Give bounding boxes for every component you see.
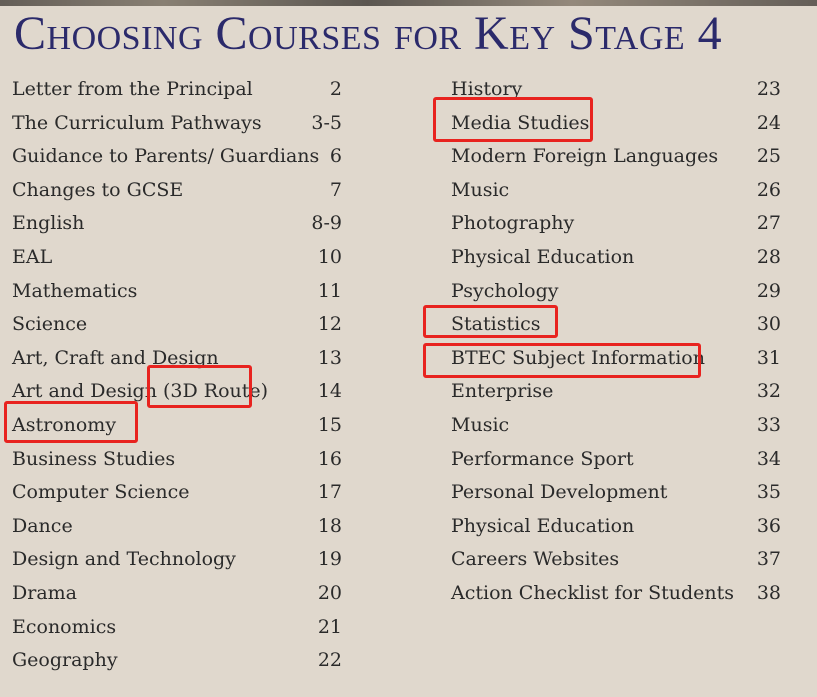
- toc-entry-page-number: 24: [756, 111, 781, 134]
- toc-entry: [451, 510, 791, 544]
- toc-entry-title: Letter from the Principal: [12, 78, 253, 100]
- toc-entry-page-number: 12: [317, 313, 342, 336]
- toc-entry: [12, 375, 352, 409]
- toc-entry-title: Performance Sport: [451, 447, 634, 470]
- toc-entry-page-number: 34: [756, 447, 781, 470]
- toc-entry: [451, 409, 791, 443]
- toc-entry-title: Computer Science: [12, 481, 190, 504]
- toc-entry: [12, 241, 352, 275]
- toc-entry-title: Careers Websites: [451, 548, 620, 571]
- toc-entry-page-number: 3-5: [311, 111, 342, 134]
- toc-entry: [12, 510, 352, 544]
- toc-entry: [12, 308, 352, 342]
- toc-entry-page-number: 13: [317, 346, 342, 369]
- toc-entry: [12, 611, 352, 645]
- toc-entry-title: EAL: [12, 245, 53, 268]
- toc-entry: [451, 308, 791, 342]
- toc-entry-title: Design and Technology: [12, 548, 236, 571]
- toc-entry-title: Drama: [12, 581, 77, 604]
- toc-entry: [451, 140, 791, 174]
- toc-entry: [12, 73, 352, 107]
- toc-entry-page-number: 2: [329, 78, 342, 100]
- toc-entry-title: Psychology: [451, 279, 559, 302]
- toc-entry-title: Photography: [451, 212, 575, 235]
- toc-entry-title: Statistics: [451, 313, 541, 336]
- toc-entry: [451, 443, 791, 477]
- toc-entry-title: BTEC Subject Information: [451, 346, 705, 369]
- toc-entry-page-number: 37: [756, 548, 781, 571]
- toc-entry-title: Guidance to Parents/ Guardians: [12, 145, 320, 168]
- toc-entry-title: Music: [451, 413, 510, 436]
- toc-entry: [451, 476, 791, 510]
- toc-entry-title: Art and Design (3D Route): [12, 380, 269, 403]
- toc-entry-title: Astronomy: [12, 413, 117, 436]
- toc-entry: [451, 174, 791, 208]
- toc-entry-page-number: 6: [329, 145, 342, 168]
- toc-entry-page-number: 20: [317, 581, 342, 604]
- toc-entry-page-number: 8-9: [311, 212, 342, 235]
- toc-entry: [451, 375, 791, 409]
- toc-entry-page-number: 25: [756, 145, 781, 168]
- toc-entry-page-number: 10: [317, 245, 342, 268]
- toc-entry-title: Physical Education: [451, 514, 635, 537]
- toc-entry: [12, 476, 352, 510]
- toc-entry: [12, 342, 352, 376]
- toc-entry-page-number: 11: [317, 279, 342, 302]
- toc-entry: [12, 443, 352, 477]
- toc-entry: [12, 275, 352, 309]
- toc-entry-title: Action Checklist for Students: [451, 581, 735, 604]
- toc-right-column: [451, 73, 791, 611]
- toc-entry-page-number: 38: [756, 581, 781, 604]
- toc-entry-page-number: 14: [317, 380, 342, 403]
- toc-entry-title: Geography: [12, 649, 118, 672]
- toc-entry: [12, 174, 352, 208]
- toc-entry: [451, 73, 791, 107]
- toc-entry: [12, 107, 352, 141]
- toc-entry: [451, 107, 791, 141]
- toc-entry: [12, 543, 352, 577]
- toc-entry-page-number: 30: [756, 313, 781, 336]
- toc-left-column: [12, 73, 352, 678]
- toc-entry-page-number: 31: [756, 346, 781, 369]
- toc-entry-page-number: 15: [317, 413, 342, 436]
- toc-entry-title: Dance: [12, 514, 73, 537]
- toc-entry: [451, 342, 791, 376]
- toc-entry: [12, 140, 352, 174]
- toc-entry-page-number: 33: [756, 413, 781, 436]
- toc-entry-page-number: 26: [756, 178, 781, 201]
- toc-entry-page-number: 16: [317, 447, 342, 470]
- toc-entry: [451, 207, 791, 241]
- toc-entry-title: The Curriculum Pathways: [12, 111, 262, 134]
- toc-entry: [12, 409, 352, 443]
- toc-entry-title: Enterprise: [451, 380, 554, 403]
- toc-entry-page-number: 19: [317, 548, 342, 571]
- toc-entry-page-number: 35: [756, 481, 781, 504]
- toc-entry-page-number: 23: [756, 78, 781, 100]
- toc-entry: [451, 275, 791, 309]
- toc-entry-title: Art, Craft and Design: [12, 346, 219, 369]
- toc-entry-page-number: 17: [317, 481, 342, 504]
- toc-entry-title: Science: [12, 313, 88, 336]
- toc-entry-title: History: [451, 78, 523, 100]
- toc-entry-title: Media Studies: [451, 111, 590, 134]
- toc-entry-page-number: 27: [756, 212, 781, 235]
- toc-entry-page-number: 21: [317, 615, 342, 638]
- toc-entry-title: Mathematics: [12, 279, 138, 302]
- toc-entry-title: Music: [451, 178, 510, 201]
- toc-entry: [451, 577, 791, 611]
- toc-entry-title: Changes to GCSE: [12, 178, 184, 201]
- toc-entry-title: Business Studies: [12, 447, 176, 470]
- toc-entry: [12, 207, 352, 241]
- toc-entry-page-number: 32: [756, 380, 781, 403]
- toc-entry-page-number: 18: [317, 514, 342, 537]
- toc-entry: [451, 543, 791, 577]
- toc-entry-title: Personal Development: [451, 481, 668, 504]
- toc-entry-page-number: 22: [317, 649, 342, 672]
- toc-entry: [451, 241, 791, 275]
- toc-entry-title: Economics: [12, 615, 117, 638]
- toc-entry-title: Modern Foreign Languages: [451, 145, 719, 168]
- toc-entry: [12, 577, 352, 611]
- toc-entry-page-number: 7: [329, 178, 342, 201]
- page-title: Choosing Courses for Key Stage 4: [14, 7, 723, 60]
- toc-entry: [12, 644, 352, 678]
- toc-entry-page-number: 28: [756, 245, 781, 268]
- toc-entry-page-number: 29: [756, 279, 781, 302]
- toc-entry-page-number: 36: [756, 514, 781, 537]
- toc-entry-title: English: [12, 212, 85, 235]
- toc-entry-title: Physical Education: [451, 245, 635, 268]
